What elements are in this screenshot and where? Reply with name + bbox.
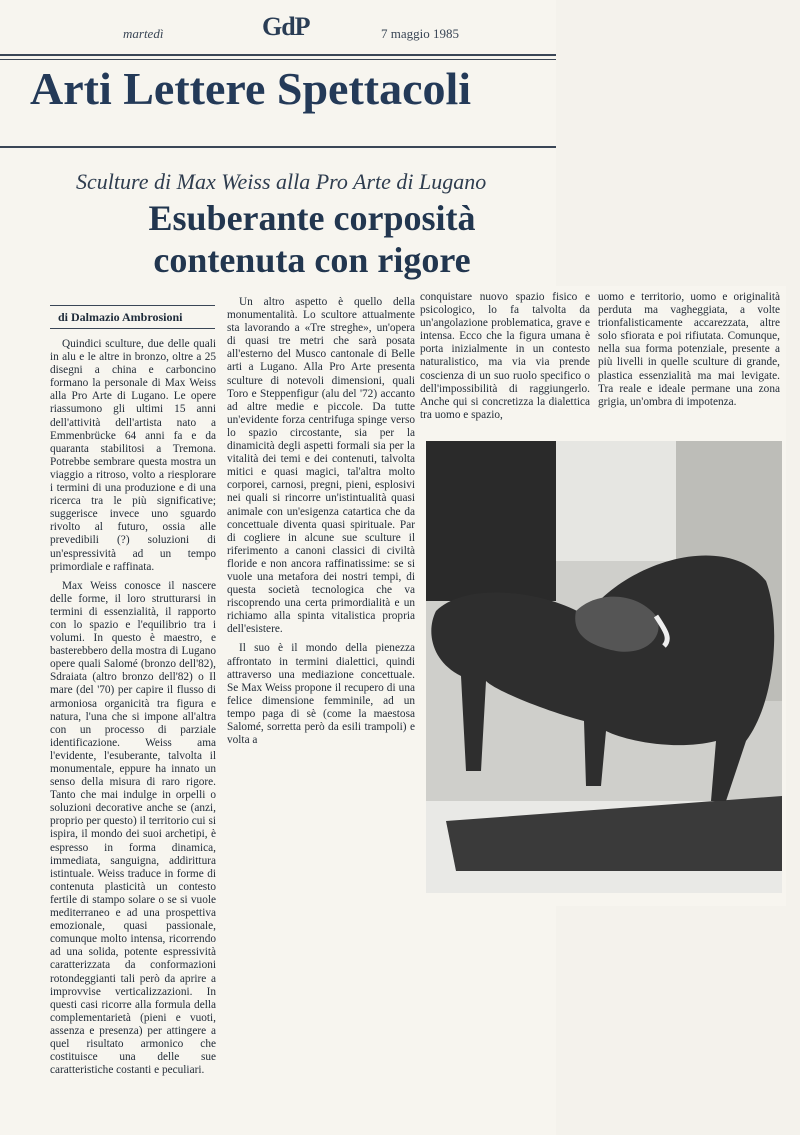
headline-line-1: Esuberante corposità [148,198,476,238]
paragraph: Un altro aspetto è quello della monumentalità. Lo scultore attualmente sta lavorando a «Tre streghe», un'opera di quasi tre metri che sarà posata all'esterno del Musco cantonale di Belle arti a Lugano. Alla Pro Arte presenta sculture di notevoli dimensioni, quali Toro e Steppenfigur (alu del '72) accanto ad altre medie e piccole. Da tutte un'evidente forza centrifuga spinge verso lo spazio circostante, sia per la dinamicità degli aspetti formali sia per la vitalità dei temi e dei contenuti, talvolta mitici e quasi magici, tal'altra molto corporei, carnosi, pregni, pieni, esplosivi nei quali si rincorre un'istintualità quasi animale con un'esigenza catartica che da concettuale diventa quasi spirituale. Par di cogliere in alcune sue sculture il riferimento a canoni classici di civiltà floride e non ancora raffinatissime: se si vuole una metafora dei nostri tempi, di questa società tecnologica che va riscoprendo una certa primordialità e un richiamo alla spinta vitalistica propria dell'esistere. [227,296,415,636]
article-column-3 [420,291,590,422]
paragraph: Il suo è il mondo della pienezza affrontato in termini dialettici, quindi attraverso una mediazione concettuale. Se Max Weiss propone il recupero di una felice dimensione femminile, ad un tempo paga di sè (come la maestosa Salomé, sorretta però da esili trampoli) e volta a [227,642,415,747]
paragraph: uomo e territorio, uomo e originalità perduta ma vagheggiata, a volte trionfalisticamente accarezzata, altre solo sfiorata e poi rifiutata. Comunque, nella sua forma potenziale, presente a più livelli in quelle sculture di grande, plastica essenzialità ma mai levigate. Tra reale e ideale permane una zona grigia, un'ombra di impotenza. [598,291,780,408]
article-byline: di Dalmazio Ambrosioni [50,305,215,329]
article-column-1 [50,338,216,1077]
sculpture-image [426,441,782,893]
bull-sculpture-photo [426,441,782,893]
issue-date: 7 maggio 1985 [381,26,459,41]
article-kicker: Sculture di Max Weiss alla Pro Arte di Lugano [76,169,487,194]
article-column-2 [227,296,415,747]
article-column-4 [598,291,780,409]
masthead-rule-thin [0,59,556,60]
paragraph: Max Weiss conosce il nascere delle forme, il loro strutturarsi in termini di essenzialità, il rapporto con lo spazio e l'equilibrio tra i volumi. In questo è maestro, e basterebbero della mostra di Lugano opere quali Salomé (bronzo dell'82), Sdraiata (altro bronzo dell'82) o Il mare (del '70) per capire il flusso di armoniosa organicità tra figura e natura, l'una che si impone all'altra con un processo di parziale identificazione. Weiss ama l'evidente, l'esuberante, talvolta il monumentale, eppure ha innato un senso della misura di raro rigore. Tanto che mai indulge in orpelli o soluzioni decorative anche se (anzi, proprio per questo) il territorio cui si ispira, il mondo dei suoi archetipi, è espresso in forma dinamica, immediata, sanguigna, addirittura istintuale. Weiss traduce in forme di contenuta plasticità un contesto fertile di stampo solare o se si vuole mediterraneo e ad una prospettiva emozionale, quasi passionale, comunque molto intensa, ricorrendo ad una solida, potente espressività caratterizzata da conformazioni rotondeggianti tali però da aprire a improvvise verticalizzazioni. In questi casi ricorre alla formula della complementarietà (pieni e vuoti, assenza e presenza) per attingere a quel risultato armonico che costituisce una delle sue caratteristiche costanti e peculiari. [50,579,216,1077]
section-rule [0,146,556,148]
paragraph: Quindici sculture, due delle quali in alu e le altre in bronzo, oltre a 25 disegni a china e carboncino formano la personale di Max Weiss alla Pro Arte di Lugano. Le opere riassumono gli ultimi 15 anni dell'attività dell'artista nato a Emmenbrücke 64 anni fa e da quaranta stabilitosi a Tremona. Potrebbe sembrare questa mostra un viaggio a ritroso, volto a riesplorare i termini di una produzione e di una ricerca tra le più significative; suggerisce invece uno sguardo rivolto al futuro, ossia alle prevedibili (?) soluzioni di un'espressività ad un tempo primordiale e raffinata. [50,338,216,573]
headline-line-2: contenuta con rigore [153,240,471,280]
paragraph: conquistare nuovo spazio fisico e psicologico, lo fa talvolta da un'angolazione problematica, grave e intensa. Ecco che la figura umana è porta inizialmente in un contesto naturalistico, ma via via prende coscienza di un suo ruolo specifico o dell'impossibilità di raggiungerlo. Anche qui si concretizza la dialettica tra uomo e spazio, [420,291,590,421]
newspaper-logo: GdP [262,12,310,41]
article-headline [60,197,564,281]
masthead-rule-top [0,54,556,56]
section-title: Arti Lettere Spettacoli [30,63,472,114]
issue-day: martedì [123,26,164,41]
